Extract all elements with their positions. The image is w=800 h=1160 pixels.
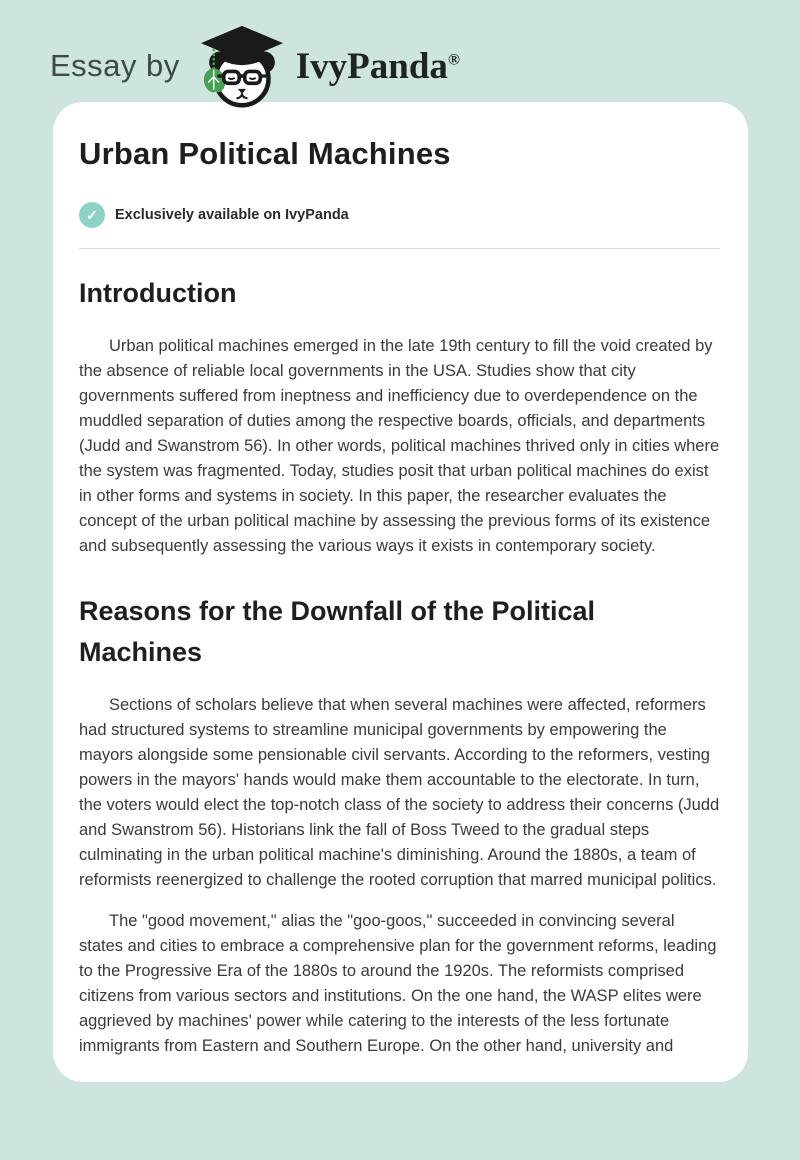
registered-trademark-symbol: ® bbox=[447, 51, 460, 69]
divider bbox=[79, 248, 720, 249]
brand-name: IvyPanda bbox=[295, 45, 448, 87]
brand-wordmark bbox=[295, 45, 460, 87]
check-icon: ✓ bbox=[79, 202, 105, 228]
site-header bbox=[0, 0, 800, 102]
paragraph: Sections of scholars believe that when several machines were affected, reformers had structured systems to streamline municipal governments by empowering the mayors alongside some pensionable civil servants. According to the reformers, vesting powers in the mayors' hands would make them accountable to the electorate. In turn, the voters would elect the top-notch class of the society to address their concerns (Judd and Swanstrom 56). Historians link the fall of Boss Tweed to the gradual steps culminating in the urban political machine's diminishing. Around the 1880s, a team of reformists reenergized to challenge the rooted corruption that marred municipal politics. bbox=[79, 696, 720, 889]
exclusive-badge bbox=[79, 202, 720, 228]
exclusive-badge-label: Exclusively available on IvyPanda bbox=[115, 207, 349, 223]
essay-card bbox=[53, 102, 748, 1082]
paragraph: The "good movement," alias the "goo-goos," succeeded in convincing several states and cities to embrace a comprehensive plan for the government reforms, leading to the Progressive Era of the 1880s to around the 1920s. The reformists comprised citizens from various sectors and institutions. On the one hand, the WASP elites were aggrieved by machines' power while catering to the interests of the less fortunate immigrants from Eastern and Southern Europe. On the other hand, university and bbox=[79, 912, 717, 1055]
essay-by-label: Essay by bbox=[50, 48, 180, 83]
section-heading-reasons-downfall: Reasons for the Downfall of the Political Machines bbox=[79, 596, 596, 667]
section-heading-introduction: Introduction bbox=[79, 278, 237, 308]
ivypanda-panda-logo-icon bbox=[196, 24, 288, 108]
paragraph: Urban political machines emerged in the late 19th century to fill the void created by the absence of reliable local governments in the USA. Studies show that city governments suffered from ineptness and inefficiency due to overdependence on the muddled separation of duties among the respective boards, officials, and departments (Judd and Swanstrom 56). In other words, political machines thrived only in cities where the system was fragmented. Today, studies posit that urban political machines do exist in other forms and systems in society. In this paper, the researcher evaluates the concept of the urban political machine by assessing the previous forms of its existence and subsequently assessing the various ways it exists in contemporary society. bbox=[79, 337, 720, 555]
page-title: Urban Political Machines bbox=[79, 136, 451, 171]
